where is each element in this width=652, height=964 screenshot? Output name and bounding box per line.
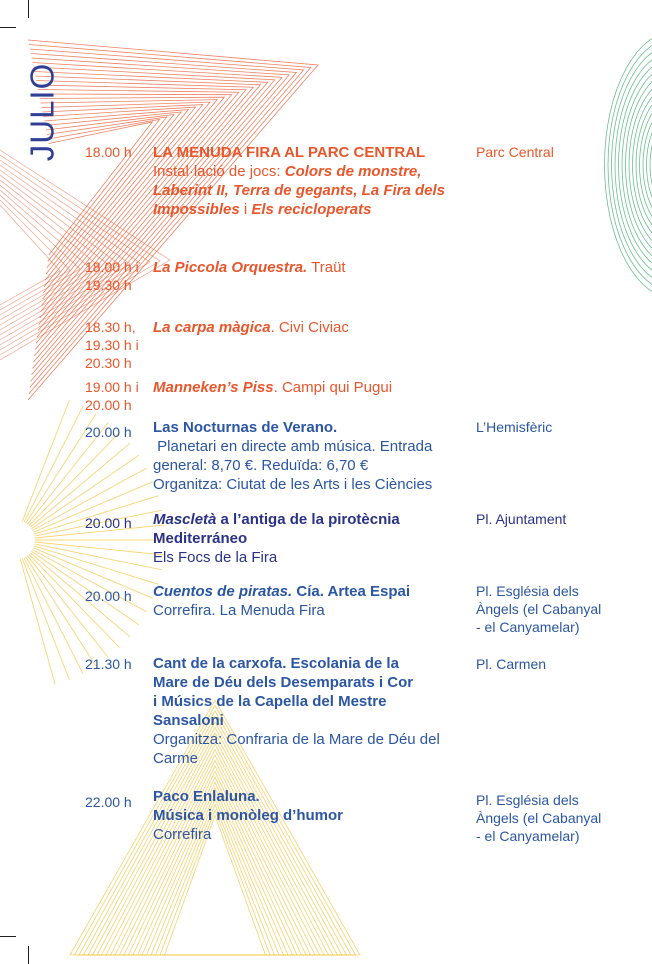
event-time: 21.30 h [85, 656, 132, 672]
event-title: a l’antiga de la pirotècnia [216, 511, 400, 528]
event-location: L’Hemisfèric [476, 419, 553, 435]
event-details [153, 318, 473, 337]
event-title-italic: Impossibles [153, 201, 240, 218]
location-line: Pl. Església dels [476, 583, 579, 599]
location-line: - el Canyamelar) [476, 828, 580, 844]
event-company: Correfira [153, 826, 212, 843]
event-details [153, 510, 473, 567]
decorative-line [647, 111, 652, 218]
event-title-italic: Colors de monstre, [284, 163, 422, 180]
decorative-line [22, 559, 69, 680]
event-location: Pl. Ajuntament [476, 511, 567, 527]
event-location: Pl. Carmen [476, 656, 547, 672]
event-title: La carpa màgica [153, 319, 271, 336]
event-title: Las Nocturnas de Verano. [153, 419, 338, 436]
decorative-line [106, 744, 324, 955]
location-line: Àngels (el Cabanyal [476, 810, 602, 826]
event-title: i Músics de la Capella del Mestre [153, 693, 387, 710]
decorative-line [608, 38, 652, 290]
event-title: La Piccola Orquestra. [153, 259, 308, 276]
decorative-line [20, 559, 55, 684]
event-details [153, 654, 473, 768]
event-details [153, 582, 473, 620]
event-time: 20.00 h [85, 424, 132, 440]
event-title-italic: Els recicloperats [251, 201, 372, 218]
crop-mark [28, 946, 29, 964]
event-company: Els Focs de la Fira [153, 549, 278, 566]
event-time: 22.00 h [85, 794, 132, 810]
event-title: Música i monòleg d’humor [153, 807, 344, 824]
event-location [476, 582, 626, 636]
event-details [153, 378, 473, 397]
event-details [153, 787, 473, 844]
decorative-line [26, 557, 96, 666]
event-details [153, 143, 473, 219]
decorative-line [24, 558, 83, 674]
decorative-line [626, 71, 652, 257]
decorative-line [619, 58, 652, 271]
event-company: Correfira. La Menuda Fira [153, 602, 325, 619]
event-time: 19.00 h i 20.00 h [85, 379, 139, 413]
decorative-line [22, 400, 69, 521]
event-time: 20.00 h [85, 515, 132, 531]
decorative-line [27, 556, 108, 658]
decorative-line [115, 755, 315, 955]
event-location: Parc Central [476, 144, 554, 160]
event-description: Instal·lació de jocs: [153, 163, 285, 180]
event-title-italic: Mascletà [153, 511, 217, 528]
location-line: Pl. Església dels [476, 792, 579, 808]
event-company: Traüt [307, 259, 346, 276]
crop-mark [0, 27, 16, 28]
month-heading [20, 62, 64, 162]
event-time: 20.00 h [85, 588, 132, 604]
event-description: Planetari en directe amb música. Entrada [153, 438, 433, 455]
month-label: JULIO [23, 62, 60, 162]
event-title-italic: Laberint II, Terra de gegants, La Fira dels [153, 182, 446, 199]
event-title: LA MENUDA FIRA AL PARC CENTRAL [153, 144, 426, 161]
event-title-italic: Cuentos de piratas. [153, 583, 293, 600]
location-line: Àngels (el Cabanyal [476, 601, 602, 617]
decorative-line [24, 406, 83, 522]
event-title: Sansaloni [153, 712, 224, 729]
event-organizer: Organitza: Ciutat de les Arts i les Ciències [153, 476, 433, 493]
event-title: Mare de Déu dels Desemparats i Cor [153, 674, 414, 691]
event-title: Manneken’s Piss [153, 379, 274, 396]
event-time: 18.00 h i 19.30 h [85, 259, 139, 293]
event-location [476, 791, 626, 845]
location-line: - el Canyamelar) [476, 619, 580, 635]
event-details [153, 258, 473, 277]
crop-mark [0, 936, 16, 937]
event-title: Paco Enlaluna. [153, 788, 260, 805]
decorative-line [111, 750, 320, 956]
event-text: i [239, 201, 252, 218]
event-organizer: Organitza: Confraria de la Mare de Déu del [153, 731, 440, 748]
event-time: 18.00 h [85, 144, 132, 160]
event-company: . Campi qui Pugui [273, 379, 393, 396]
crop-mark [28, 0, 29, 18]
event-details [153, 418, 473, 494]
event-title: Mediterráneo [153, 530, 248, 547]
event-title: Cant de la carxofa. Escolania de la [153, 655, 399, 672]
event-description: general: 8,70 €. Reduïda: 6,70 € [153, 457, 369, 474]
event-company: . Civi Civiac [270, 319, 349, 336]
event-organizer: Carme [153, 750, 199, 767]
event-time: 18.30 h, 19.30 h i 20.30 h [85, 319, 139, 371]
event-title: Cía. Artea Espai [292, 583, 411, 600]
decorative-line [35, 542, 164, 555]
